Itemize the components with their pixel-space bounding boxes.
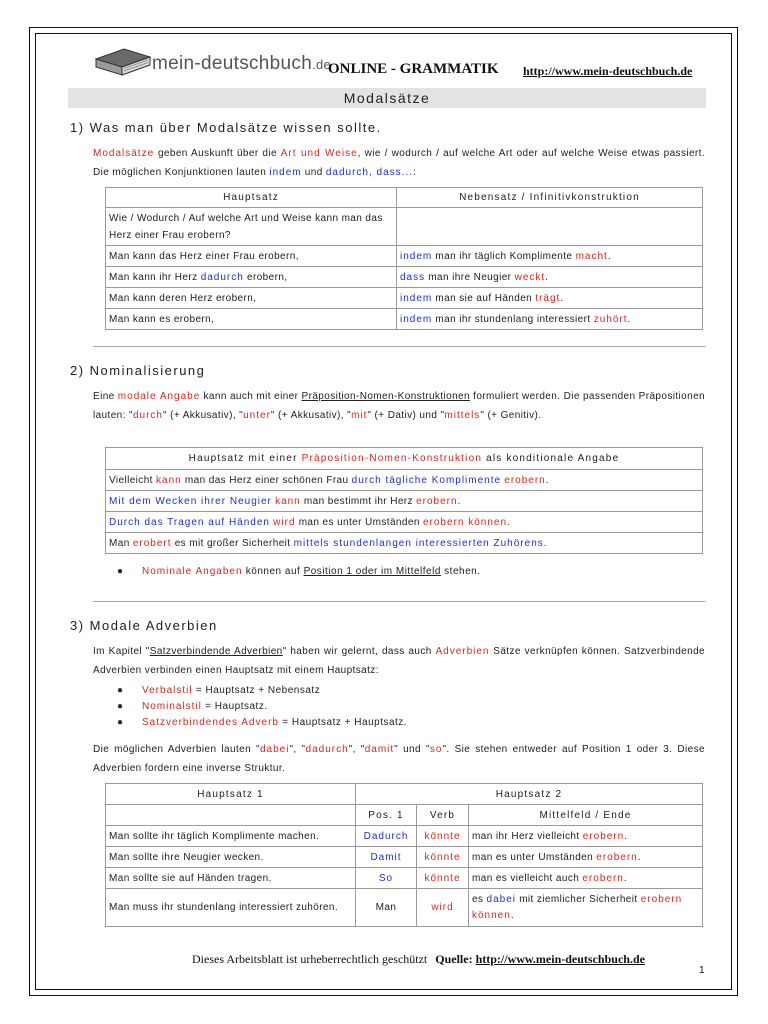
table-row: Durch das Tragen auf Händen wird man es unter Umständen erobern können. [106, 512, 703, 533]
section-1-paragraph: Modalsätze geben Auskunft über die Art und Weise, wie / wodurch / auf welche Art oder auf welche Weise etwas passiert. Die möglichen Konjunktionen lauten indem und dadurch, dass...: [93, 148, 706, 178]
footer: Dieses Arbeitsblatt ist urheberrechtlich geschützt Quelle: http://www.mein-deutschbuch.de [192, 952, 645, 966]
header-url-link[interactable]: http://www.mein-deutschbuch.de [523, 64, 693, 78]
section-divider [93, 601, 706, 602]
section-2-paragraph: Eine modale Angabe kann auch mit einer Präposition-Nomen-Konstruktionen formuliert werden. Die passenden Präpositionen lauten: "durch" (+ Akkusativ), "unter" (+ Akkusativ), "mit" (+ Dativ) und "mittels" (+ Genitiv). [93, 391, 706, 421]
bullet-icon: ● [117, 685, 124, 696]
table-row: Man erobert es mit großer Sicherheit mittels stundenlangen interessierten Zuhörens. [106, 533, 703, 554]
section-2-heading: 2) Nominalisierung [70, 363, 206, 378]
table-row: Man muss ihr stundenlang interessiert zuhören. Man wird es dabei mit ziemlicher Sicherheit erobern können. [106, 889, 703, 927]
table-row: Man sollte ihr täglich Komplimente machen. Dadurch könnte man ihr Herz vielleicht erobern. [106, 826, 703, 847]
table-row: Man sollte ihre Neugier wecken. Damit könnte man es unter Umständen erobern. [106, 847, 703, 868]
list-item: ● Nominalstil = Hauptsatz. [117, 701, 268, 712]
table-row: Vielleicht kann man das Herz einer schönen Frau durch tägliche Komplimente erobern. [106, 470, 703, 491]
table-modale-adverbien [105, 783, 703, 927]
page-title: Modalsätze [68, 88, 706, 108]
table-header-hauptsatz-2: Hauptsatz 2 [356, 784, 703, 805]
table-header-hauptsatz: Hauptsatz [106, 188, 397, 208]
list-item: ● Verbalstil = Hauptsatz + Nebensatz [117, 685, 321, 696]
table-modalsaetze [105, 187, 703, 330]
section-divider [93, 346, 706, 347]
table-nominalisierung [105, 447, 703, 554]
table-row: Wie / Wodurch / Auf welche Art und Weise kann man das Herz einer Frau erobern? [106, 208, 703, 246]
table-subheader-pos: Pos. 1 [356, 805, 417, 826]
bullet-icon: ● [117, 717, 124, 728]
table-row: Man sollte sie auf Händen tragen. So könnte man es vielleicht auch erobern. [106, 868, 703, 889]
table-row: Man kann deren Herz erobern, indem man sie auf Händen trägt. [106, 288, 703, 309]
bullet-icon: ● [117, 566, 124, 577]
table-subheader-verb: Verb [417, 805, 469, 826]
list-item: ● Nominale Angaben können auf Position 1 oder im Mittelfeld stehen. [117, 566, 481, 577]
table-row: Man kann es erobern, indem man ihr stundenlang interessiert zuhört. [106, 309, 703, 330]
section-1-heading: 1) Was man über Modalsätze wissen sollte. [70, 120, 382, 135]
book-logo-icon [94, 45, 152, 79]
footer-source-link[interactable]: http://www.mein-deutschbuch.de [475, 952, 645, 966]
page-number: 1 [699, 965, 705, 976]
header-title: ONLINE - GRAMMATIK [328, 61, 499, 77]
table-header-nebensatz: Nebensatz / Infinitivkonstruktion [397, 188, 703, 208]
table-header-nominal: Hauptsatz mit einer Präposition-Nomen-Konstruktion als konditionale Angabe [106, 448, 703, 470]
section-3-paragraph-1: Im Kapitel "Satzverbindende Adverbien" haben wir gelernt, dass auch Adverbien Sätze verknüpfen können. Satzverbindende Adverbien verbinden einen Hauptsatz mit einem Hauptsatz: [93, 646, 706, 676]
table-header-hauptsatz-1: Hauptsatz 1 [106, 784, 356, 805]
section-3-heading: 3) Modale Adverbien [70, 618, 218, 633]
bullet-icon: ● [117, 701, 124, 712]
table-row: Man kann das Herz einer Frau erobern, indem man ihr täglich Komplimente macht. [106, 246, 703, 267]
section-3-paragraph-2: Die möglichen Adverbien lauten "dabei", "dadurch", "damit" und "so". Sie stehen entweder auf Position 1 oder 3. Diese Adverbien fordern eine inverse Struktur. [93, 744, 705, 774]
site-logo-text: mein-deutschbuch.de [152, 53, 332, 74]
list-item: ● Satzverbindendes Adverb = Hauptsatz + Hauptsatz. [117, 717, 408, 728]
table-row: Mit dem Wecken ihrer Neugier kann man bestimmt ihr Herz erobern. [106, 491, 703, 512]
table-subheader-mittelfeld: Mittelfeld / Ende [469, 805, 703, 826]
table-row: Man kann ihr Herz dadurch erobern, dass man ihre Neugier weckt. [106, 267, 703, 288]
